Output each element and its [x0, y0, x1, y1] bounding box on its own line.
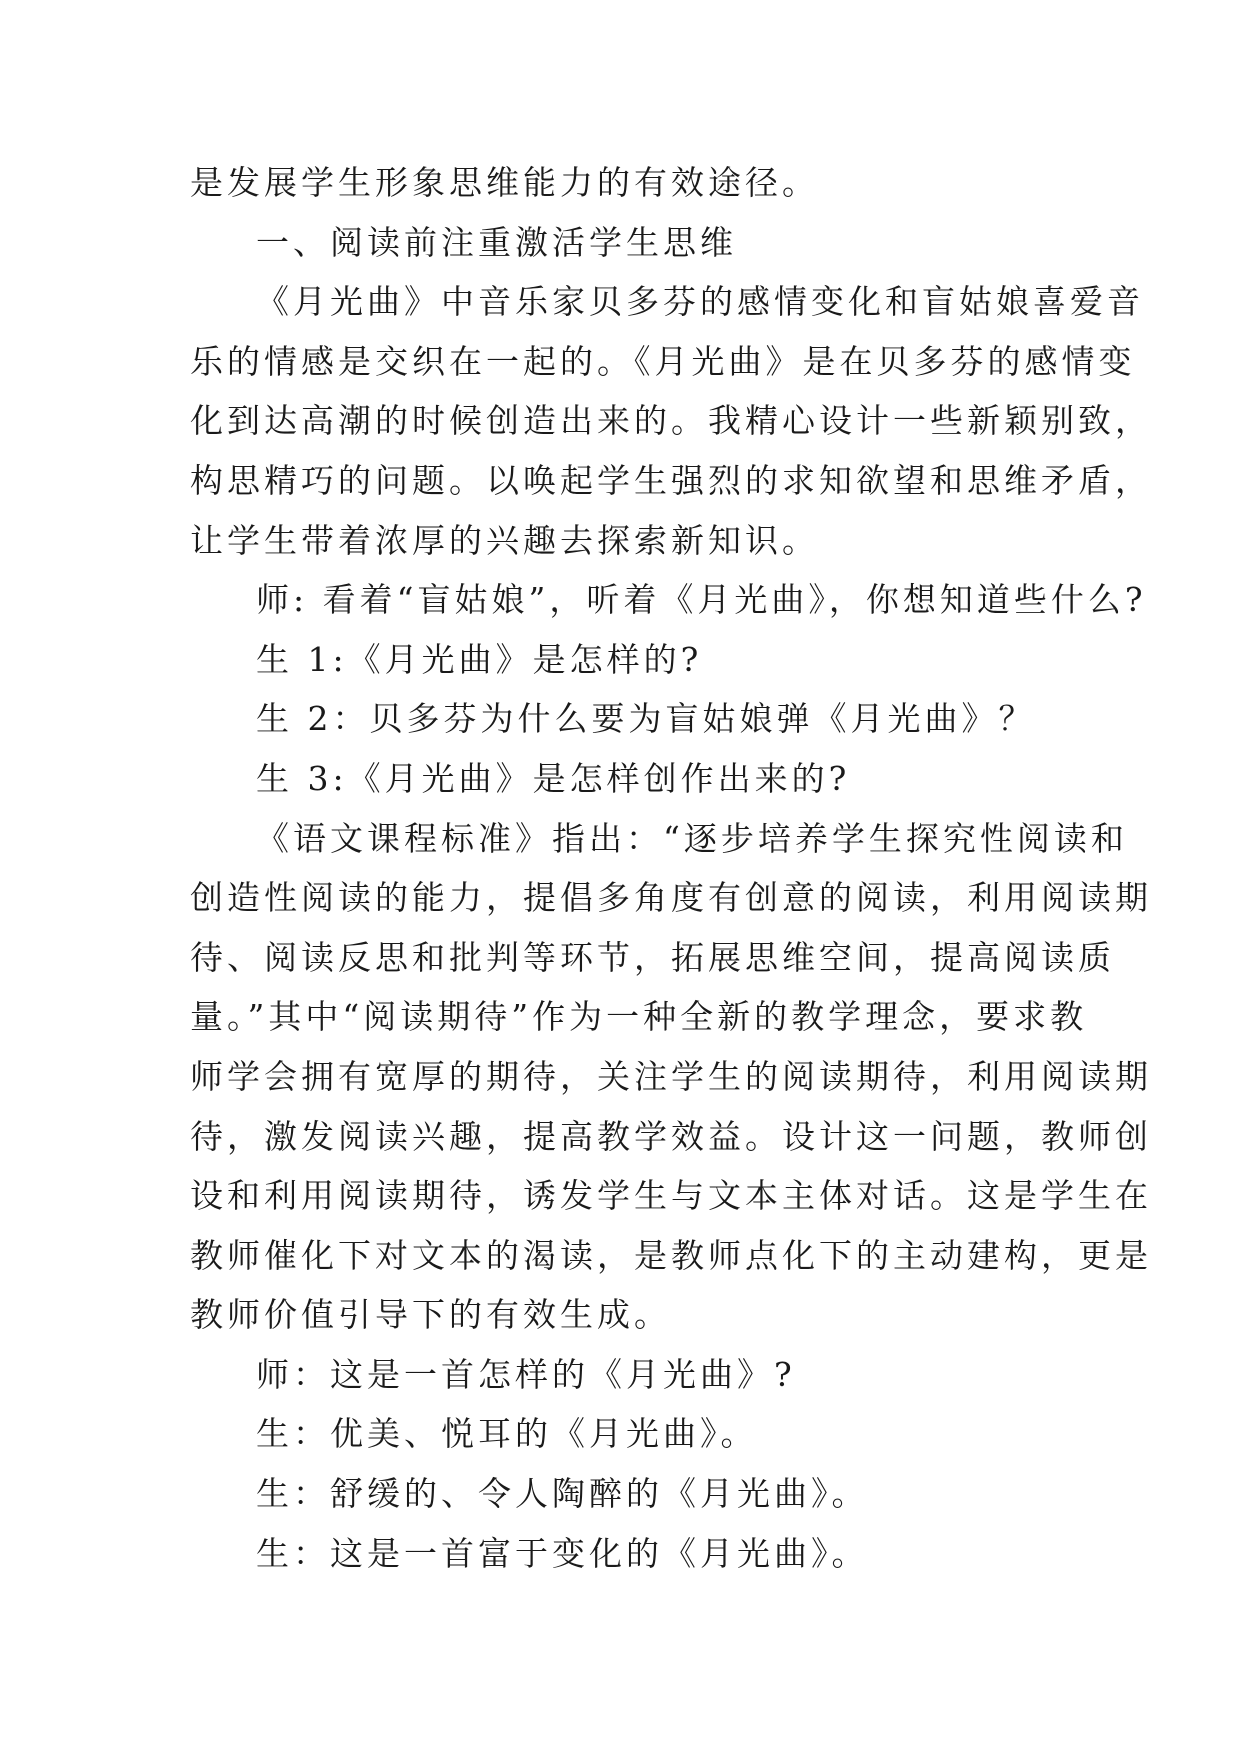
text-line: 乐的情感是交织在一起的。《月光曲》是在贝多芬的感情变 — [190, 341, 1136, 381]
text-line: 构思精巧的问题。以唤起学生强烈的求知欲望和思维矛盾， — [190, 460, 1152, 500]
text-line: 化到达高潮的时候创造出来的。我精心设计一些新颖别致， — [190, 401, 1152, 441]
dialogue-line: 生 2：贝多芬为什么要为盲姑娘弹《月光曲》？ — [256, 699, 1036, 739]
dialogue-line: 生：优美、悦耳的《月光曲》。 — [256, 1414, 758, 1454]
text-line: 师学会拥有宽厚的期待，关注学生的阅读期待，利用阅读期 — [190, 1056, 1152, 1096]
dialogue-line: 生 3:《月光曲》是怎样创作出来的? — [256, 758, 851, 798]
text-line: 教师催化下对文本的渴读，是教师点化下的主动建构，更是 — [190, 1235, 1152, 1275]
text-line: 《月光曲》中音乐家贝多芬的感情变化和盲姑娘喜爱音 — [256, 282, 1144, 322]
text-line: 教师价值引导下的有效生成。 — [190, 1295, 671, 1335]
text-line: 是发展学生形象思维能力的有效途径。 — [190, 163, 819, 202]
body-text — [190, 153, 1152, 1583]
text-line: 创造性阅读的能力，提倡多角度有创意的阅读，利用阅读期 — [190, 878, 1152, 918]
dialogue-line: 生：这是一首富于变化的《月光曲》。 — [256, 1533, 869, 1573]
text-line: 量。”其中“阅读期待”作为一种全新的教学理念，要求教 — [190, 997, 1088, 1037]
text-line: 待，激发阅读兴趣，提高教学效益。设计这一问题，教师创 — [190, 1116, 1152, 1156]
text-line: 待、阅读反思和批判等环节，拓展思维空间，提高阅读质 — [190, 937, 1115, 977]
dialogue-line: 师: 看着“盲姑娘”，听着《月光曲》，你想知道些什么? — [256, 580, 1147, 620]
dialogue-line: 生：舒缓的、令人陶醉的《月光曲》。 — [256, 1474, 869, 1514]
text-line: 《语文课程标准》指出：“逐步培养学生探究性阅读和 — [256, 818, 1128, 858]
text-line: 让学生带着浓厚的兴趣去探索新知识。 — [190, 520, 819, 560]
dialogue-line: 师：这是一首怎样的《月光曲》? — [256, 1354, 796, 1394]
section-heading: 一、阅读前注重激活学生思维 — [256, 222, 737, 262]
text-line: 设和利用阅读期待，诱发学生与文本主体对话。这是学生在 — [190, 1176, 1152, 1216]
dialogue-line: 生 1:《月光曲》是怎样的? — [256, 639, 703, 679]
